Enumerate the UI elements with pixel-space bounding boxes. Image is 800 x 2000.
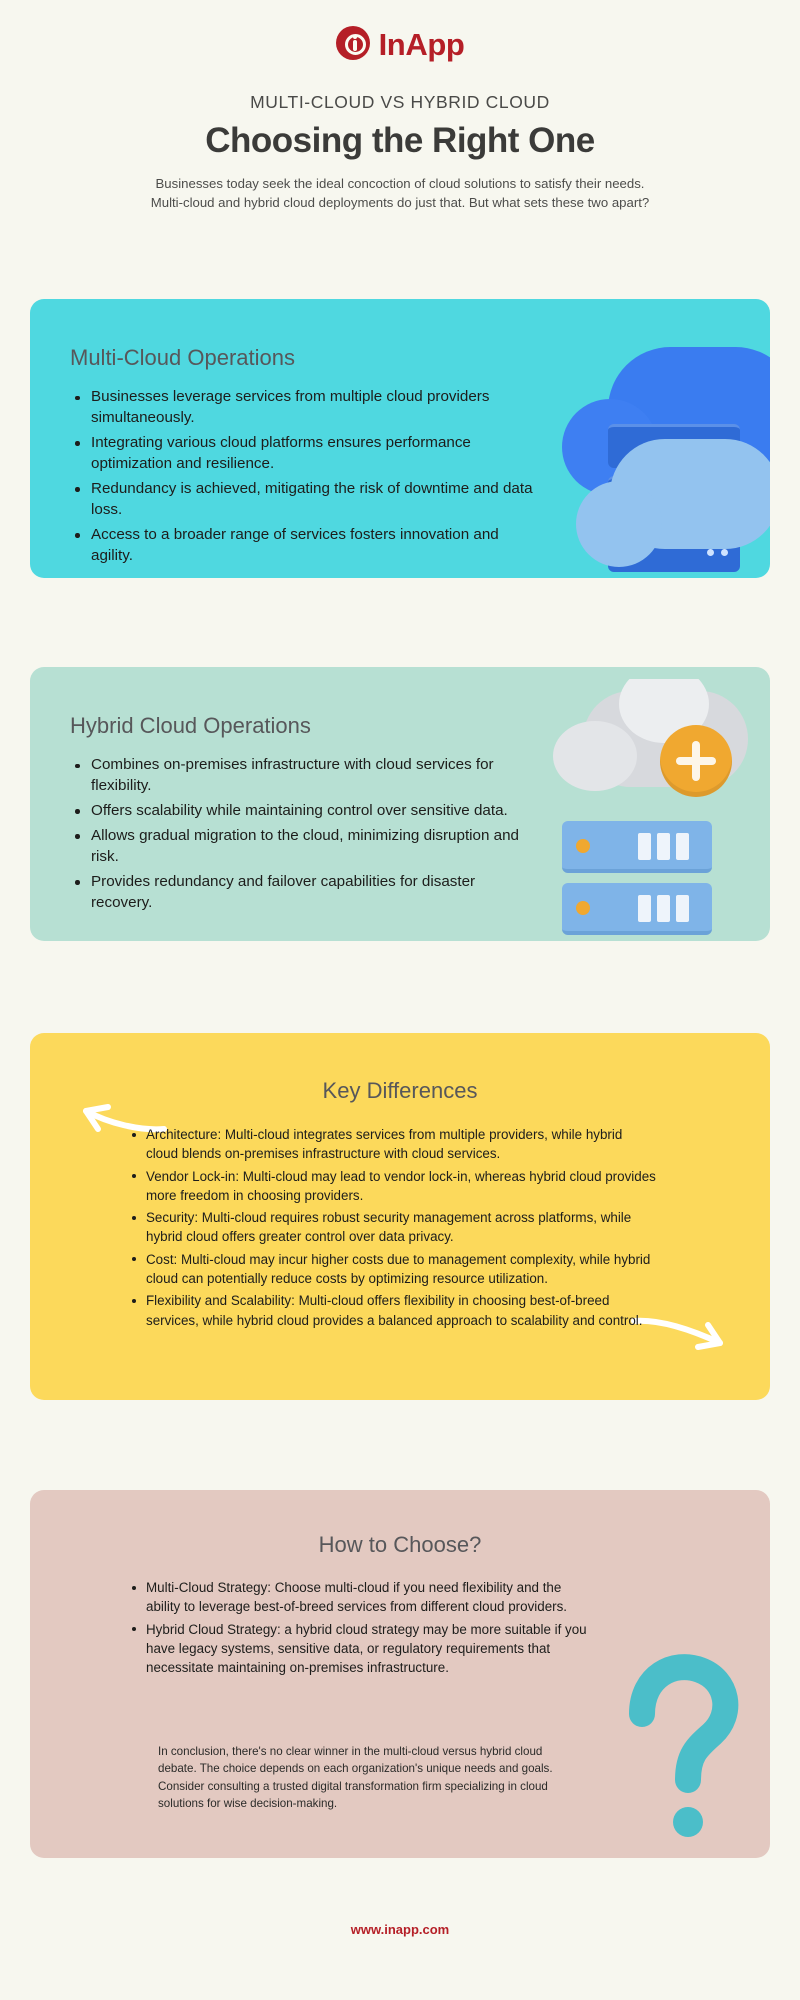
brand-name: InApp: [378, 26, 465, 62]
list-item: Redundancy is achieved, mitigating the risk of downtime and data loss.: [70, 479, 540, 521]
key-differences-title: Key Differences: [322, 1078, 478, 1103]
grey-cloud-plus-server-illustration: [544, 679, 754, 941]
hybrid-cloud-title: Hybrid Cloud Operations: [70, 713, 311, 738]
hybrid-cloud-bullet-list: [70, 755, 530, 914]
blue-cloud-server-rack-illustration: [540, 299, 770, 578]
list-item: Combines on-premises infrastructure with cloud services for flexibility.: [70, 755, 530, 797]
key-differences-bullet-list: [128, 1125, 658, 1330]
plus-icon: [660, 725, 732, 797]
conclusion-paragraph: In conclusion, there's no clear winner in the multi-cloud versus hybrid cloud debate. The choice depends on each organization's unique needs and goals. Consider consulting a trusted digital transformation firm specializing in cloud solutions for wise decision-making.: [158, 1745, 553, 1811]
multi-cloud-card: [30, 299, 770, 578]
multi-cloud-bullet-list: [70, 387, 540, 567]
inapp-circle-i-icon: [336, 26, 372, 62]
list-item: Integrating various cloud platforms ensures performance optimization and resilience.: [70, 433, 540, 475]
how-to-choose-bullet-list: [128, 1578, 598, 1677]
list-item: Businesses leverage services from multiple cloud providers simultaneously.: [70, 387, 540, 429]
hybrid-cloud-card: [30, 667, 770, 941]
page-title: Choosing the Right One: [205, 121, 595, 160]
list-item: Architecture: Multi-cloud integrates services from multiple providers, while hybrid cloud blends on-premises infrastructure with cloud services.: [128, 1125, 658, 1164]
teal-question-mark-illustration: [612, 1652, 752, 1852]
list-item: Access to a broader range of services fosters innovation and agility.: [70, 525, 540, 567]
list-item: Allows gradual migration to the cloud, minimizing disruption and risk.: [70, 826, 530, 868]
list-item: Security: Multi-cloud requires robust security management across platforms, while hybrid cloud offers greater control over data privacy.: [128, 1208, 658, 1247]
list-item: Offers scalability while maintaining control over sensitive data.: [70, 801, 530, 822]
list-item: Provides redundancy and failover capabilities for disaster recovery.: [70, 872, 530, 914]
intro-paragraph: Businesses today seek the ideal concoction of cloud solutions to satisfy their needs. Multi-cloud and hybrid cloud deployments do just that. But what sets these two apart?: [150, 176, 650, 210]
how-to-choose-title: How to Choose?: [318, 1532, 482, 1557]
brand-logo: [0, 0, 800, 62]
how-to-choose-card: [30, 1490, 770, 1858]
eyebrow-text: MULTI-CLOUD VS HYBRID CLOUD: [250, 92, 550, 112]
list-item: Multi-Cloud Strategy: Choose multi-cloud if you need flexibility and the ability to leverage best-of-breed services from different cloud providers.: [128, 1578, 598, 1617]
multi-cloud-title: Multi-Cloud Operations: [70, 345, 295, 370]
list-item: Hybrid Cloud Strategy: a hybrid cloud strategy may be more suitable if you have legacy systems, sensitive data, or regulatory requirements that necessitate maintaining on-premises infrastructure.: [128, 1620, 598, 1678]
list-item: Cost: Multi-cloud may incur higher costs due to management complexity, while hybrid cloud can potentially reduce costs by optimizing resource utilization.: [128, 1250, 658, 1289]
list-item: Vendor Lock-in: Multi-cloud may lead to vendor lock-in, whereas hybrid cloud provides more freedom in choosing providers.: [128, 1167, 658, 1206]
website-url[interactable]: www.inapp.com: [350, 1922, 450, 1937]
list-item: Flexibility and Scalability: Multi-cloud offers flexibility in choosing best-of-breed services, while hybrid cloud provides a balanced approach to scalability and control.: [128, 1291, 658, 1330]
key-differences-card: [30, 1033, 770, 1400]
